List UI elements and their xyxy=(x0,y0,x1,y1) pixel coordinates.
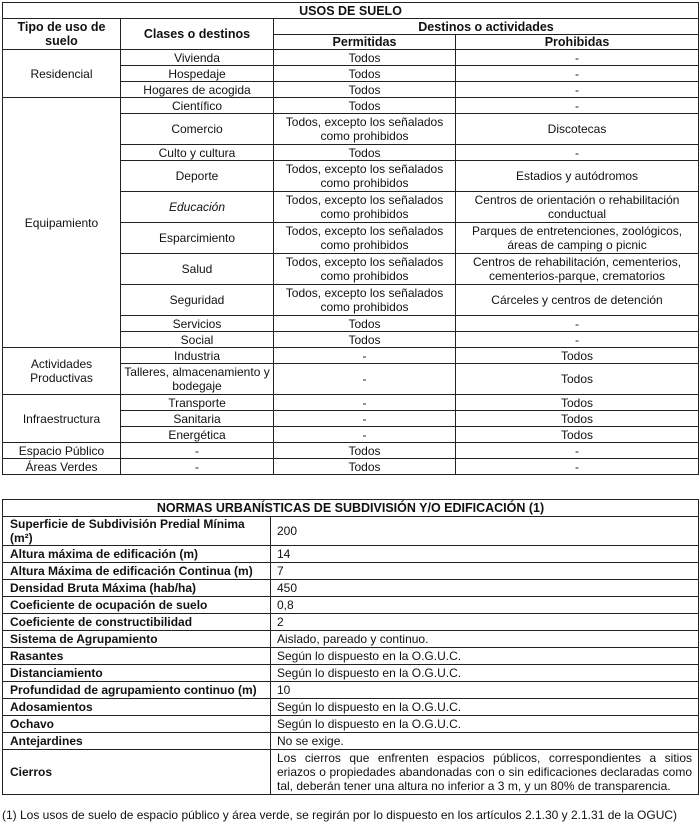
norma-value: 2 xyxy=(271,614,699,631)
normas-row xyxy=(3,517,699,546)
clase-cell: Culto y cultura xyxy=(121,145,274,161)
clase-cell: Científico xyxy=(121,98,274,114)
permitidas-cell: - xyxy=(274,395,456,411)
norma-value: 0,8 xyxy=(271,597,699,614)
clase-cell: Vivienda xyxy=(121,50,274,66)
table-row xyxy=(3,98,699,114)
clase-cell: Talleres, almacenamiento y bodegaje xyxy=(121,364,274,395)
normas-row xyxy=(3,546,699,563)
footnote: (1) Los usos de suelo de espacio público y área verde, se regirán por lo dispuesto en los artículos 2.1.30 y 2.1.31 de la OGUC) xyxy=(2,808,678,822)
norma-label: Densidad Bruta Máxima (hab/ha) xyxy=(3,580,271,597)
normas-row xyxy=(3,614,699,631)
norma-value: Según lo dispuesto en la O.G.U.C. xyxy=(271,699,699,716)
norma-value: Los cierros que enfrenten espacios públicos, correspondientes a sitios eriazos o propiedades abandonadas con o sin edificaciones declaradas como tal, deberán tener una altura no inferior a 3 m, y un 80% de transparencia. xyxy=(271,750,699,795)
norma-value: Según lo dispuesto en la O.G.U.C. xyxy=(271,716,699,733)
table-row xyxy=(3,459,699,475)
permitidas-cell: Todos, excepto los señalados como prohibidos xyxy=(274,114,456,145)
norma-value: Según lo dispuesto en la O.G.U.C. xyxy=(271,665,699,682)
norma-value: 200 xyxy=(271,517,699,546)
norma-label: Distanciamiento xyxy=(3,665,271,682)
norma-label: Coeficiente de constructibilidad xyxy=(3,614,271,631)
normas-row xyxy=(3,699,699,716)
norma-value: 10 xyxy=(271,682,699,699)
normas-row xyxy=(3,597,699,614)
header-permitidas: Permitidas xyxy=(274,35,456,50)
permitidas-cell: Todos xyxy=(274,82,456,98)
prohibidas-cell: Centros de rehabilitación, cementerios, cementerios-parque, crematorios xyxy=(456,254,699,285)
permitidas-cell: Todos xyxy=(274,459,456,475)
normas-row xyxy=(3,648,699,665)
usos-de-suelo-table xyxy=(2,2,699,475)
header-clases: Clases o destinos xyxy=(121,19,274,50)
tipo-uso-cell: Infraestructura xyxy=(3,395,121,443)
clase-cell: Sanitaria xyxy=(121,411,274,427)
prohibidas-cell: Todos xyxy=(456,395,699,411)
header-prohibidas: Prohibidas xyxy=(456,35,699,50)
norma-value: Según lo dispuesto en la O.G.U.C. xyxy=(271,648,699,665)
prohibidas-cell: Centros de orientación o rehabilitación conductual xyxy=(456,192,699,223)
clase-cell: Comercio xyxy=(121,114,274,145)
permitidas-cell: Todos, excepto los señalados como prohibidos xyxy=(274,254,456,285)
prohibidas-cell: Cárceles y centros de detención xyxy=(456,285,699,316)
clase-cell: Industria xyxy=(121,348,274,364)
clase-cell: Deporte xyxy=(121,161,274,192)
clase-cell: Hospedaje xyxy=(121,66,274,82)
norma-value: Aislado, pareado y continuo. xyxy=(271,631,699,648)
tipo-uso-cell: Residencial xyxy=(3,50,121,98)
prohibidas-cell: - xyxy=(456,443,699,459)
norma-label: Profundidad de agrupamiento continuo (m) xyxy=(3,682,271,699)
permitidas-cell: - xyxy=(274,364,456,395)
tipo-uso-cell: Equipamiento xyxy=(3,98,121,348)
permitidas-cell: - xyxy=(274,427,456,443)
prohibidas-cell: - xyxy=(456,332,699,348)
permitidas-cell: - xyxy=(274,411,456,427)
norma-label: Adosamientos xyxy=(3,699,271,716)
header-tipo: Tipo de uso de suelo xyxy=(3,19,121,50)
usos-table-title: USOS DE SUELO xyxy=(3,3,699,19)
norma-value: 7 xyxy=(271,563,699,580)
prohibidas-cell: Discotecas xyxy=(456,114,699,145)
norma-value: No se exige. xyxy=(271,733,699,750)
tipo-uso-cell: Actividades Productivas xyxy=(3,348,121,395)
clase-cell: Hogares de acogida xyxy=(121,82,274,98)
permitidas-cell: Todos xyxy=(274,443,456,459)
normas-row xyxy=(3,631,699,648)
permitidas-cell: Todos xyxy=(274,316,456,332)
clase-cell: Salud xyxy=(121,254,274,285)
prohibidas-cell: Todos xyxy=(456,427,699,443)
table-row xyxy=(3,50,699,66)
usos-table-body xyxy=(3,50,699,475)
prohibidas-cell: Todos xyxy=(456,348,699,364)
norma-value: 14 xyxy=(271,546,699,563)
norma-label: Ochavo xyxy=(3,716,271,733)
normas-row xyxy=(3,750,699,795)
prohibidas-cell: - xyxy=(456,145,699,161)
clase-cell: Seguridad xyxy=(121,285,274,316)
table-row xyxy=(3,395,699,411)
table-row xyxy=(3,348,699,364)
permitidas-cell: Todos xyxy=(274,332,456,348)
permitidas-cell: Todos, excepto los señalados como prohibidos xyxy=(274,223,456,254)
clase-cell: Esparcimiento xyxy=(121,223,274,254)
tipo-uso-cell: Espacio Público xyxy=(3,443,121,459)
clase-cell: Social xyxy=(121,332,274,348)
norma-label: Antejardines xyxy=(3,733,271,750)
normas-row xyxy=(3,563,699,580)
normas-table-title: NORMAS URBANÍSTICAS DE SUBDIVISIÓN Y/O EDIFICACIÓN (1) xyxy=(3,500,699,517)
permitidas-cell: Todos xyxy=(274,145,456,161)
prohibidas-cell: - xyxy=(456,50,699,66)
header-destinos: Destinos o actividades xyxy=(274,19,699,35)
normas-row xyxy=(3,580,699,597)
prohibidas-cell: Todos xyxy=(456,364,699,395)
normas-row xyxy=(3,733,699,750)
norma-label: Altura Máxima de edificación Continua (m) xyxy=(3,563,271,580)
table-row xyxy=(3,443,699,459)
norma-label: Cierros xyxy=(3,750,271,795)
prohibidas-cell: Todos xyxy=(456,411,699,427)
normas-row xyxy=(3,682,699,699)
norma-label: Altura máxima de edificación (m) xyxy=(3,546,271,563)
clase-cell: - xyxy=(121,459,274,475)
permitidas-cell: - xyxy=(274,348,456,364)
clase-cell: Servicios xyxy=(121,316,274,332)
prohibidas-cell: - xyxy=(456,98,699,114)
prohibidas-cell: - xyxy=(456,82,699,98)
prohibidas-cell: - xyxy=(456,316,699,332)
norma-value: 450 xyxy=(271,580,699,597)
tipo-uso-cell: Áreas Verdes xyxy=(3,459,121,475)
norma-label: Rasantes xyxy=(3,648,271,665)
prohibidas-cell: - xyxy=(456,459,699,475)
norma-label: Coeficiente de ocupación de suelo xyxy=(3,597,271,614)
permitidas-cell: Todos, excepto los señalados como prohibidos xyxy=(274,285,456,316)
clase-cell: Energética xyxy=(121,427,274,443)
clase-cell: Transporte xyxy=(121,395,274,411)
clase-cell: - xyxy=(121,443,274,459)
normas-row xyxy=(3,665,699,682)
permitidas-cell: Todos, excepto los señalados como prohibidos xyxy=(274,192,456,223)
prohibidas-cell: - xyxy=(456,66,699,82)
permitidas-cell: Todos xyxy=(274,98,456,114)
normas-urbanisticas-table xyxy=(2,499,699,795)
norma-label: Superficie de Subdivisión Predial Mínima (m²) xyxy=(3,517,271,546)
permitidas-cell: Todos xyxy=(274,50,456,66)
normas-table-body xyxy=(3,517,699,795)
permitidas-cell: Todos xyxy=(274,66,456,82)
clase-cell: Educación xyxy=(121,192,274,223)
normas-row xyxy=(3,716,699,733)
prohibidas-cell: Estadios y autódromos xyxy=(456,161,699,192)
prohibidas-cell: Parques de entretenciones, zoológicos, áreas de camping o picnic xyxy=(456,223,699,254)
norma-label: Sistema de Agrupamiento xyxy=(3,631,271,648)
permitidas-cell: Todos, excepto los señalados como prohibidos xyxy=(274,161,456,192)
